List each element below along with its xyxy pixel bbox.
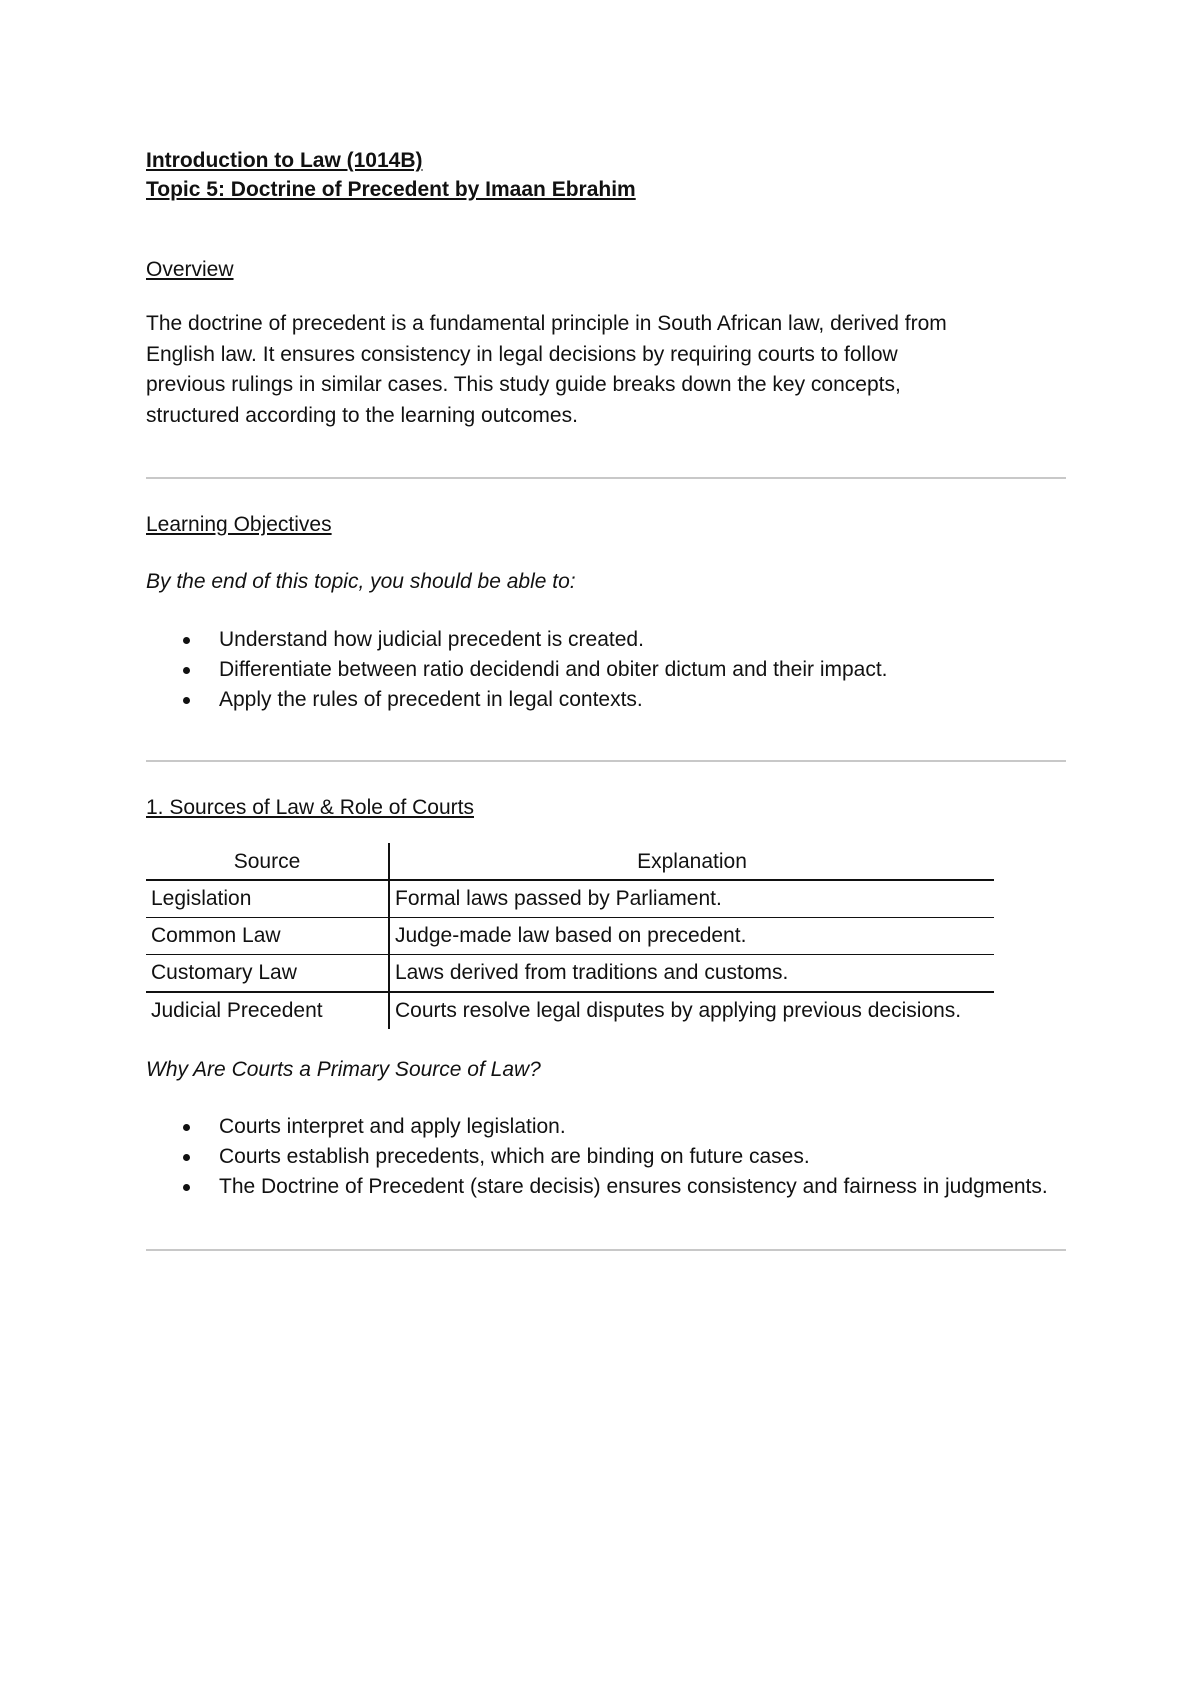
table-row [146,918,994,955]
overview-line: structured according to the learning outcomes. [146,403,578,427]
overview-line: previous rulings in similar cases. This study guide breaks down the key concepts, [146,373,901,396]
objectives-list [146,625,1066,715]
courts-question: Why Are Courts a Primary Source of Law? [146,1058,541,1081]
table-row [146,955,994,993]
sources-heading: 1. Sources of Law & Role of Courts [146,796,474,819]
column-header-explanation: Explanation [389,843,994,880]
list-item [146,685,1066,715]
list-item-text: Apply the rules of precedent in legal contexts. [219,688,643,711]
overview-paragraph [146,309,1066,431]
list-item [146,1142,1066,1172]
table-cell-explanation: Laws derived from traditions and customs. [389,955,994,993]
course-title: Introduction to Law (1014B) [146,149,423,172]
bullet-icon [183,1154,190,1161]
table-cell-explanation: Judge-made law based on precedent. [389,918,994,955]
table-cell-source: Customary Law [146,955,389,993]
section-divider [146,1249,1066,1251]
list-item [146,655,1066,685]
table-cell-explanation: Formal laws passed by Parliament. [389,880,994,918]
column-header-source: Source [146,843,389,880]
objectives-intro: By the end of this topic, you should be able to: [146,570,576,593]
table-row [146,992,994,1029]
bullet-icon [183,697,190,704]
list-item [146,625,1066,655]
table-cell-source: Judicial Precedent [146,992,389,1029]
document-page [146,146,1066,1251]
table-cell-explanation: Courts resolve legal disputes by applying previous decisions. [389,992,994,1029]
topic-title: Topic 5: Doctrine of Precedent by Imaan Ebrahim [146,178,636,201]
table-header-row [146,843,994,880]
table-cell-source: Common Law [146,918,389,955]
list-item-text: The Doctrine of Precedent (stare decisis) ensures consistency and fairness in judgments. [219,1175,1048,1198]
bullet-icon [183,1184,190,1191]
overview-line: English law. It ensures consistency in legal decisions by requiring courts to follow [146,342,898,366]
bullet-icon [183,1124,190,1131]
list-item [146,1172,1066,1202]
courts-list [146,1112,1066,1202]
bullet-icon [183,637,190,644]
objectives-heading: Learning Objectives [146,513,332,536]
overview-heading: Overview [146,258,234,281]
sources-table [146,843,994,1029]
overview-line: The doctrine of precedent is a fundamental principle in South African law, derived from [146,312,947,335]
bullet-icon [183,667,190,674]
table-cell-source: Legislation [146,880,389,918]
list-item-text: Differentiate between ratio decidendi and obiter dictum and their impact. [219,658,888,681]
list-item-text: Courts interpret and apply legislation. [219,1115,566,1138]
list-item [146,1112,1066,1142]
table-row [146,880,994,918]
list-item-text: Understand how judicial precedent is created. [219,628,644,651]
list-item-text: Courts establish precedents, which are binding on future cases. [219,1145,810,1168]
